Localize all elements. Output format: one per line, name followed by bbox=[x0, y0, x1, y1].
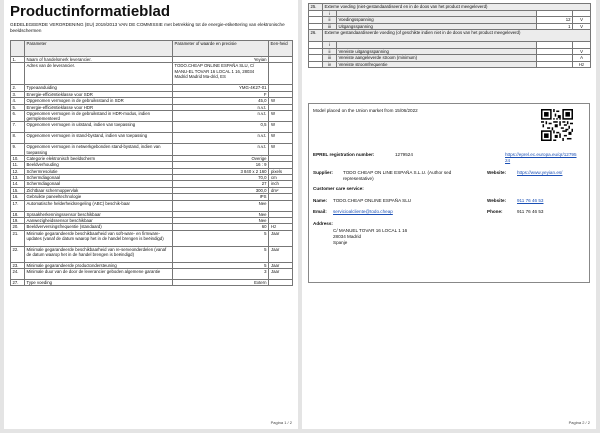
email-link[interactable]: servicioalcliente@todo.cheap bbox=[333, 209, 393, 214]
row-unit bbox=[269, 280, 293, 286]
row-number: 15. bbox=[11, 187, 25, 193]
row-value: 27 bbox=[173, 181, 269, 187]
row-unit: cm bbox=[269, 174, 293, 180]
row-value: n.v.t. bbox=[173, 104, 269, 110]
row-unit bbox=[269, 63, 293, 85]
table-row bbox=[11, 280, 293, 286]
row-parameter: Beeldverhouding bbox=[25, 162, 173, 168]
address-label: Address: bbox=[313, 221, 333, 226]
row-label: Vereiste uitgangsspanning bbox=[337, 48, 537, 55]
row-sub-index: i bbox=[323, 42, 337, 49]
page-number: Pagina 2 / 2 bbox=[568, 420, 590, 425]
row-value: 5 bbox=[173, 246, 269, 262]
row-parameter: Minimale gegarandeerde productondersteuning bbox=[25, 262, 173, 268]
row-number: 1. bbox=[11, 57, 25, 63]
row-value: 3 bbox=[173, 269, 269, 280]
row-parameter: Spraakherkenningssensor beschikbaar bbox=[25, 211, 173, 217]
header-unit: Een-heid bbox=[269, 41, 293, 57]
table-row bbox=[11, 269, 293, 280]
website-label: Website: bbox=[487, 170, 507, 175]
row-number: 6. bbox=[11, 110, 25, 121]
row-number: 25. bbox=[309, 4, 323, 11]
row-number: 24. bbox=[11, 269, 25, 280]
row-parameter: Schermdiagonaal bbox=[25, 174, 173, 180]
row-unit: W bbox=[269, 133, 293, 144]
row-number: 16. bbox=[11, 194, 25, 200]
row-value: Overige bbox=[173, 155, 269, 161]
row-label: Vereiste aangeleverde stroom (minimum) bbox=[337, 55, 537, 62]
row-number: 11. bbox=[11, 162, 25, 168]
row-parameter: Opgenomen vermogen in de gebruiksstand in SDR bbox=[25, 98, 173, 104]
address-line: C/ MANUEL TOVAR 16 LOCAL 1 16 bbox=[333, 228, 408, 233]
row-number: 13. bbox=[11, 174, 25, 180]
row-parameter: Minimale gegarandeerde beschikbaarheid van soft-ware- en firmware-updates (vanaf de datum waarop het in de handel brengen is beëindigd) bbox=[25, 230, 173, 246]
row-number: 26. bbox=[309, 30, 323, 42]
row-number: 18. bbox=[11, 211, 25, 217]
row-number: 19. bbox=[11, 217, 25, 223]
document-title: Productinformatieblad bbox=[10, 3, 171, 20]
eprel-number: 1279524 bbox=[395, 152, 413, 157]
row-parameter: Schermdiagonaal bbox=[25, 181, 173, 187]
row-number: 4. bbox=[11, 98, 25, 104]
row-value: 12 bbox=[537, 17, 573, 24]
row-number: 12. bbox=[11, 168, 25, 174]
row-value: YMG-4K27-01 bbox=[173, 85, 269, 91]
row-number: 20. bbox=[11, 224, 25, 230]
row-value: 60 bbox=[173, 224, 269, 230]
row-number: 10. bbox=[11, 155, 25, 161]
address-line: Spanje bbox=[333, 240, 348, 245]
cs-website-link[interactable]: 911 76 46 53 bbox=[517, 198, 544, 203]
row-sub-index: ii bbox=[323, 17, 337, 24]
row-unit: pixels bbox=[269, 168, 293, 174]
table-row bbox=[309, 30, 591, 42]
row-parameter: Adres van de leverancier. bbox=[25, 63, 173, 85]
table-row bbox=[11, 63, 293, 85]
qr-code-icon[interactable] bbox=[541, 109, 573, 141]
row-number: 9. bbox=[11, 144, 25, 155]
row-parameter: Opgenomen vermogen in uitstand, indien van toepassing bbox=[25, 122, 173, 133]
row-parameter: Categorie elektronisch beeldscherm bbox=[25, 155, 173, 161]
row-number: 14. bbox=[11, 181, 25, 187]
table-row bbox=[11, 144, 293, 155]
row-parameter: Opgenomen vermogen in stand-bystand, indien van toepassing bbox=[25, 133, 173, 144]
row-value: Nee bbox=[173, 211, 269, 217]
table-header-row bbox=[11, 41, 293, 57]
row-sub-index: iv bbox=[323, 61, 337, 68]
row-value: Yeyian bbox=[173, 57, 269, 63]
row-unit: W bbox=[269, 98, 293, 104]
row-parameter: Energie-efficiëntieklasse voor HDR bbox=[25, 104, 173, 110]
row-number: 2. bbox=[11, 85, 25, 91]
row-label: Vereiste stroomfrequentie bbox=[337, 61, 537, 68]
row-number: 27. bbox=[11, 280, 25, 286]
row-value: Extern bbox=[173, 280, 269, 286]
row-unit: Hz bbox=[573, 61, 591, 68]
row-value: 70,0 bbox=[173, 174, 269, 180]
row-value: n.v.t. bbox=[173, 110, 269, 121]
name-value: TODO.CHEAP ONLINE ESPAÑA SLU bbox=[333, 198, 412, 203]
row-value: 1 bbox=[537, 23, 573, 30]
row-number: 22. bbox=[11, 246, 25, 262]
header-value: Parameter of waarde en precisie bbox=[173, 41, 269, 57]
row-value: 3 840 x 2 160 bbox=[173, 168, 269, 174]
specification-table bbox=[10, 40, 293, 286]
row-number: 17. bbox=[11, 200, 25, 211]
row-unit: Jaar bbox=[269, 246, 293, 262]
row-value: IPS bbox=[173, 194, 269, 200]
table-row bbox=[11, 122, 293, 133]
row-label: Externe voeding (niet-gestandaardiseerd en in de doos van het product meegeleverd) bbox=[323, 4, 591, 11]
row-number: 7. bbox=[11, 122, 25, 133]
supplier-info-box bbox=[308, 103, 590, 283]
address-line: 28034 Madrid bbox=[333, 234, 362, 239]
row-parameter: Minimale gegarandeerde beschikbaarheid van re-serveonderdelen (vanaf de datum waarop het in de handel brengen is beëindigd) bbox=[25, 246, 173, 262]
row-parameter: Energie-efficiëntieklasse voor SDR bbox=[25, 91, 173, 97]
row-value: 16 : 9 bbox=[173, 162, 269, 168]
cs-website-label: Website: bbox=[487, 198, 507, 203]
row-number bbox=[11, 63, 25, 85]
row-value: 5 bbox=[173, 230, 269, 246]
name-label: Name: bbox=[313, 198, 328, 203]
row-unit: Jaar bbox=[269, 230, 293, 246]
row-parameter: Opgenomen vermogen in netwerkgebonden stand-bystand, indien van toepassing bbox=[25, 144, 173, 155]
row-label: Uitgangsspanning bbox=[337, 23, 537, 30]
row-value: 45,0 bbox=[173, 98, 269, 104]
row-parameter: Minimale duur van de door de leverancier geboden algemene garantie bbox=[25, 269, 173, 280]
table-row bbox=[11, 110, 293, 121]
row-parameter: Naam of handelsmerk leverancier. bbox=[25, 57, 173, 63]
regulation-subtitle: GEDELEGEERDE VERORDENING (EU) 2019/2013 VAN DE COMMISSIE met betrekking tot de energie-etikettering van elektronische beeldschermen bbox=[10, 22, 285, 33]
power-supply-table bbox=[308, 3, 591, 68]
table-row bbox=[309, 61, 591, 68]
row-parameter: Automatische helderheidsregeling (ABC) beschik-baar bbox=[25, 200, 173, 211]
email-label: Email: bbox=[313, 209, 327, 214]
row-number: 8. bbox=[11, 133, 25, 144]
row-value bbox=[537, 61, 573, 68]
row-value: Nee bbox=[173, 217, 269, 223]
phone-label: Phone: bbox=[487, 209, 503, 214]
page-number: Pagina 1 / 2 bbox=[270, 420, 292, 425]
customer-service-heading: Customer care service: bbox=[313, 186, 364, 191]
row-unit: Jaar bbox=[269, 269, 293, 280]
row-value: 300,0 bbox=[173, 187, 269, 193]
website-link[interactable]: https://www.yeyian.es/ bbox=[517, 170, 563, 175]
table-row bbox=[11, 230, 293, 246]
row-value: 5 bbox=[173, 262, 269, 268]
row-unit: W bbox=[269, 122, 293, 133]
row-unit: V bbox=[573, 17, 591, 24]
row-number: 3. bbox=[11, 91, 25, 97]
table-row bbox=[11, 133, 293, 144]
row-label: Externe gestandaardiseerde voeding (of geschikte indien niet in de doos van het product meegeleverd) bbox=[323, 30, 591, 42]
row-sub-index: i bbox=[323, 10, 337, 17]
row-number: 5. bbox=[11, 104, 25, 110]
row-sub-index: iii bbox=[323, 23, 337, 30]
supplier-value: TODO CHEAP ON LINE ESPAÑA S.L.U. (Author sed representative) bbox=[343, 170, 452, 181]
eprel-label: EPREL registration number: bbox=[313, 152, 375, 157]
row-unit: W bbox=[269, 110, 293, 121]
row-parameter: Zichtbaar schermoppervlak bbox=[25, 187, 173, 193]
row-value: F bbox=[173, 91, 269, 97]
row-value: n.v.t. bbox=[173, 133, 269, 144]
row-unit: inch bbox=[269, 181, 293, 187]
row-number: 21. bbox=[11, 230, 25, 246]
table-row bbox=[11, 200, 293, 211]
market-date: Model placed on the Union market from 15/06/2022 bbox=[313, 108, 418, 113]
header-number bbox=[11, 41, 25, 57]
row-unit bbox=[269, 200, 293, 211]
row-parameter: Type voeding bbox=[25, 280, 173, 286]
eprel-link[interactable]: https://eprel.ec.europa.eu/qr/1279524 bbox=[505, 152, 577, 163]
row-unit: Jaar bbox=[269, 262, 293, 268]
row-unit: V bbox=[573, 23, 591, 30]
row-parameter: Beeldverversingsfrequentie (standaard) bbox=[25, 224, 173, 230]
row-unit: Hz bbox=[269, 224, 293, 230]
row-unit: A bbox=[573, 55, 591, 62]
header-parameter: Parameter bbox=[25, 41, 173, 57]
row-unit: V bbox=[573, 48, 591, 55]
table-row bbox=[11, 246, 293, 262]
phone-value: 911 76 46 53 bbox=[517, 209, 544, 214]
row-parameter: Opgenomen vermogen in de gebruikstand in HDR-modus, indien geïmplementeerd bbox=[25, 110, 173, 121]
row-parameter: Typeaanduiding bbox=[25, 85, 173, 91]
row-number: 23. bbox=[11, 262, 25, 268]
row-parameter: Aanwezigheidssensor beschikbaar bbox=[25, 217, 173, 223]
row-parameter: Schermresolutie bbox=[25, 168, 173, 174]
row-spacer bbox=[309, 61, 323, 68]
row-value: 0,5 bbox=[173, 122, 269, 133]
row-value: Nee bbox=[173, 200, 269, 211]
row-sub-index: ii bbox=[323, 48, 337, 55]
supplier-label: Supplier: bbox=[313, 170, 333, 175]
row-label: Voedingsspanning bbox=[337, 17, 537, 24]
page-1 bbox=[4, 0, 298, 429]
page-2 bbox=[302, 0, 596, 429]
row-sub-index: iii bbox=[323, 55, 337, 62]
row-parameter: Gebruikte paneeltechnologie bbox=[25, 194, 173, 200]
row-value: TODO.CHEAP ONLINE ESPAÑA SLU, C/ MANU-EL TOVAR 16 LOCAL 1 16, 28034 Madrid Madrid Ma-drid, ES bbox=[173, 63, 269, 85]
row-unit: dm² bbox=[269, 187, 293, 193]
row-unit: W bbox=[269, 144, 293, 155]
row-value: n.v.t. bbox=[173, 144, 269, 155]
